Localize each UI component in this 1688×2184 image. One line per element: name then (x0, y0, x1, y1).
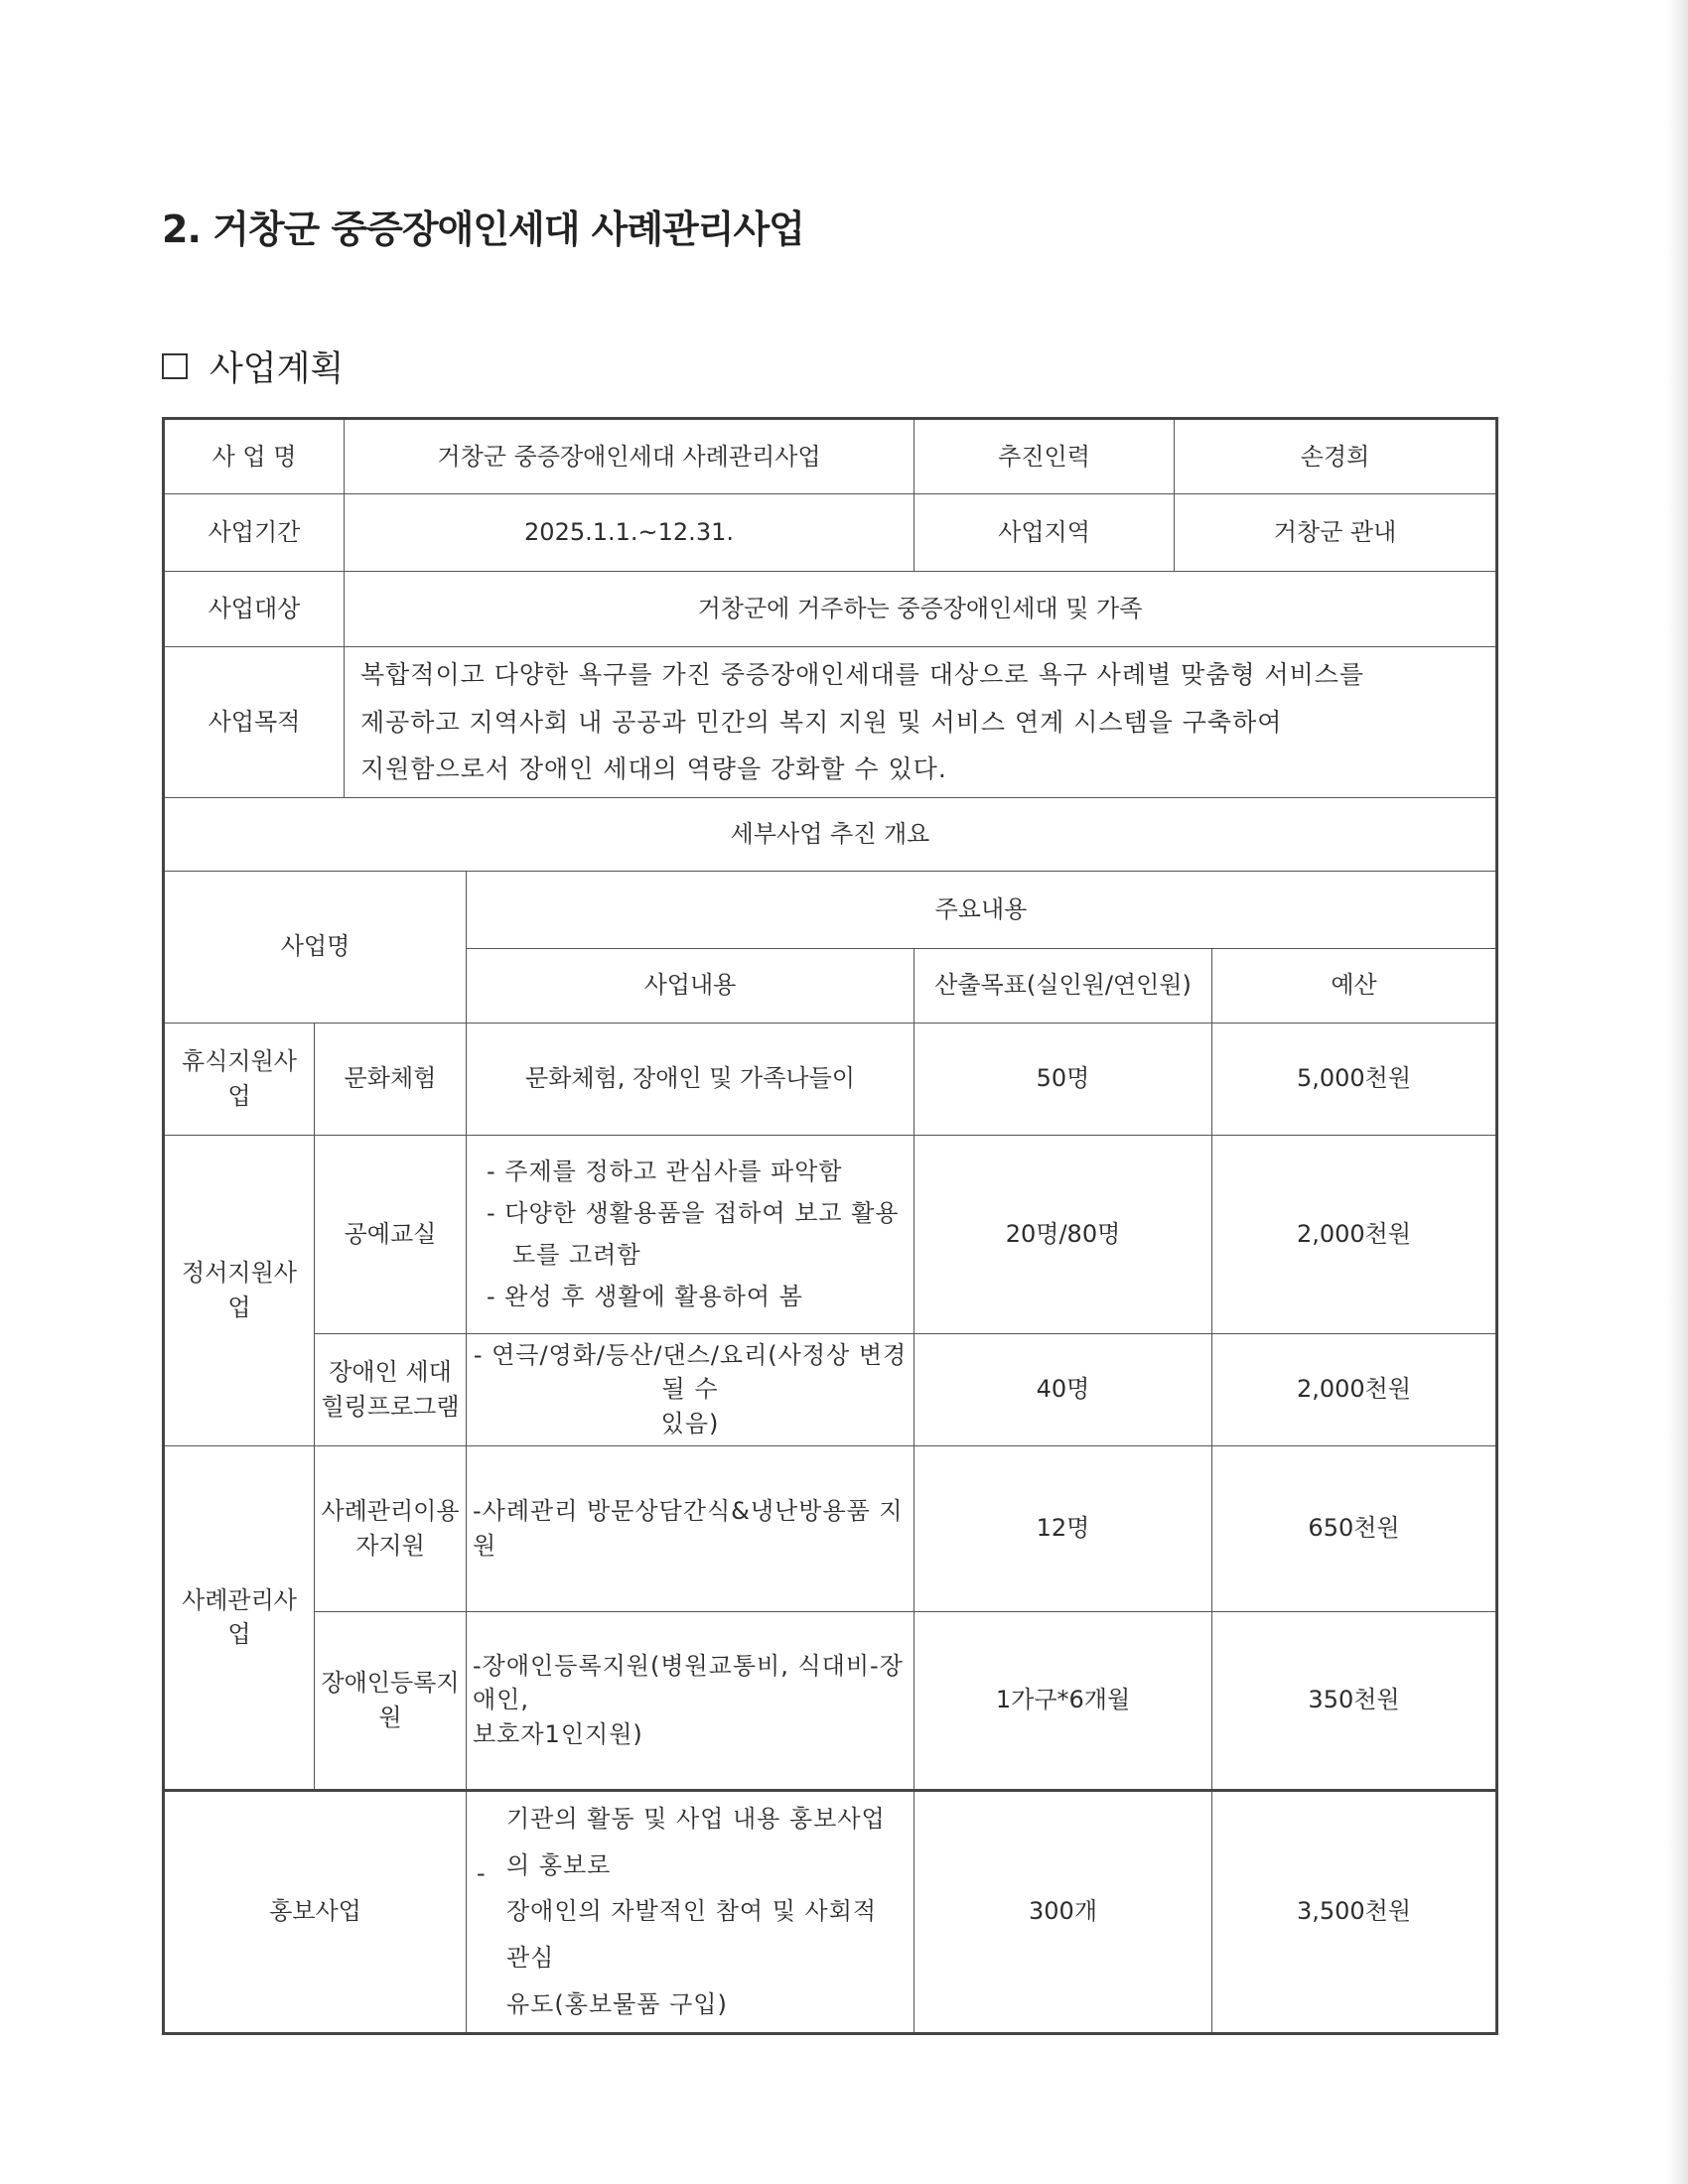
row-column-header-1 (164, 871, 1497, 948)
program-target: 40명 (914, 1333, 1212, 1445)
content-line: -장애인등록지원(병원교통비, 식대비-장애인, (473, 1651, 904, 1714)
section-title (162, 341, 344, 391)
col-main-content-header: 주요내용 (467, 871, 1497, 948)
list-item: - 다양한 생활용품을 접하여 보고 활용도를 고려함 (487, 1192, 908, 1276)
program-budget: 3,500천원 (1212, 1790, 1497, 2033)
program-name-line: 사례관리이용 (321, 1497, 460, 1526)
staff-value: 손경희 (1175, 419, 1497, 494)
category-promotion: 홍보사업 (164, 1790, 467, 2033)
program-name-line: 장애인등록지 (321, 1669, 460, 1698)
section-title-text: 사업계획 (210, 349, 345, 389)
row-healing-program (164, 1333, 1497, 1445)
program-budget: 350천원 (1212, 1611, 1497, 1790)
program-target: 20명/80명 (914, 1135, 1212, 1333)
region-value: 거창군 관내 (1175, 494, 1497, 572)
project-name-label: 사 업 명 (164, 419, 345, 494)
content-line: - 연극/영화/등산/댄스/요리(사정상 변경 될 수 (473, 1340, 908, 1404)
category-emotion-support: 정서지원사업 (164, 1135, 315, 1445)
program-name-line: 원 (378, 1703, 402, 1731)
program-name: 문화체험 (315, 1023, 467, 1135)
content-line: 기관의 활동 및 사업 내용 홍보사업의 홍보로 (506, 1804, 886, 1879)
staff-label: 추진인력 (914, 419, 1175, 494)
program-name (315, 1445, 467, 1611)
program-content (467, 1333, 914, 1445)
period-label: 사업기간 (164, 494, 345, 572)
purpose-label: 사업목적 (164, 647, 345, 798)
purpose-line: 지원함으로서 장애인 세대의 역량을 강화할 수 있다. (360, 754, 947, 783)
program-budget: 5,000천원 (1212, 1023, 1497, 1135)
purpose-line: 복합적이고 다양한 욕구를 가진 중증장애인세대를 대상으로 욕구 사례별 맞춤형 서비스를 (360, 660, 1365, 689)
list-item: - 주제를 정하고 관심사를 파악함 (487, 1151, 908, 1192)
content-line: 있음) (660, 1410, 720, 1438)
col-budget-header: 예산 (1212, 948, 1497, 1023)
row-craft-class (164, 1135, 1497, 1333)
purpose-line: 제공하고 지역사회 내 공공과 민간의 복지 지원 및 서비스 연계 시스템을 구축하여 (360, 707, 1283, 737)
program-content (467, 1611, 914, 1790)
program-name-line: 자지원 (355, 1531, 425, 1560)
region-label: 사업지역 (914, 494, 1175, 572)
program-budget: 650천원 (1212, 1445, 1497, 1611)
program-content: -사례관리 방문상담간식&냉난방용품 지원 (467, 1445, 914, 1611)
bullet-list (473, 1151, 908, 1317)
program-name: 공예교실 (315, 1135, 467, 1333)
col-content-header: 사업내용 (467, 948, 914, 1023)
detail-section-header: 세부사업 추진 개요 (164, 797, 1497, 871)
list-item: - 완성 후 생활에 활용하여 봄 (487, 1276, 908, 1317)
target-value: 거창군에 거주하는 중증장애인세대 및 가족 (345, 572, 1497, 647)
program-content: 문화체험, 장애인 및 가족나들이 (467, 1023, 914, 1135)
col-target-header: 산출목표(실인원/연인원) (914, 948, 1212, 1023)
program-content (467, 1790, 914, 2033)
promo-dash: - (477, 1858, 487, 1887)
row-promotion (164, 1790, 1497, 2033)
document-heading: 2. 거창군 중증장애인세대 사례관리사업 (162, 207, 804, 251)
scan-edge-shadow (1666, 0, 1688, 2184)
checkbox-icon (162, 353, 188, 379)
row-registration-support (164, 1611, 1497, 1790)
row-target (164, 572, 1497, 647)
business-plan-table (162, 417, 1498, 2035)
row-rest-support (164, 1023, 1497, 1135)
content-line: 유도(홍보물품 구입) (506, 1990, 728, 2019)
content-line: 장애인의 자발적인 참여 및 사회적 관심 (506, 1897, 878, 1973)
row-purpose (164, 647, 1497, 798)
purpose-value (345, 647, 1497, 798)
program-budget: 2,000천원 (1212, 1135, 1497, 1333)
category-case-management: 사례관리사업 (164, 1445, 315, 1790)
program-name (315, 1611, 467, 1790)
row-project-name (164, 419, 1497, 494)
program-budget: 2,000천원 (1212, 1333, 1497, 1445)
program-target: 50명 (914, 1023, 1212, 1135)
content-line: 보호자1인지원) (473, 1720, 643, 1749)
category-rest-support: 휴식지원사업 (164, 1023, 315, 1135)
program-target: 12명 (914, 1445, 1212, 1611)
row-case-user-support (164, 1445, 1497, 1611)
program-name-line: 장애인 세대 (329, 1357, 452, 1386)
program-content (467, 1135, 914, 1333)
program-name (315, 1333, 467, 1445)
period-value: 2025.1.1.~12.31. (345, 494, 914, 572)
program-name-line: 힐링프로그램 (321, 1392, 460, 1421)
target-label: 사업대상 (164, 572, 345, 647)
program-target: 1가구*6개월 (914, 1611, 1212, 1790)
program-target: 300개 (914, 1790, 1212, 2033)
col-project-name-header: 사업명 (164, 871, 467, 1023)
row-period (164, 494, 1497, 572)
row-detail-header (164, 797, 1497, 871)
project-name-value: 거창군 중증장애인세대 사례관리사업 (345, 419, 914, 494)
